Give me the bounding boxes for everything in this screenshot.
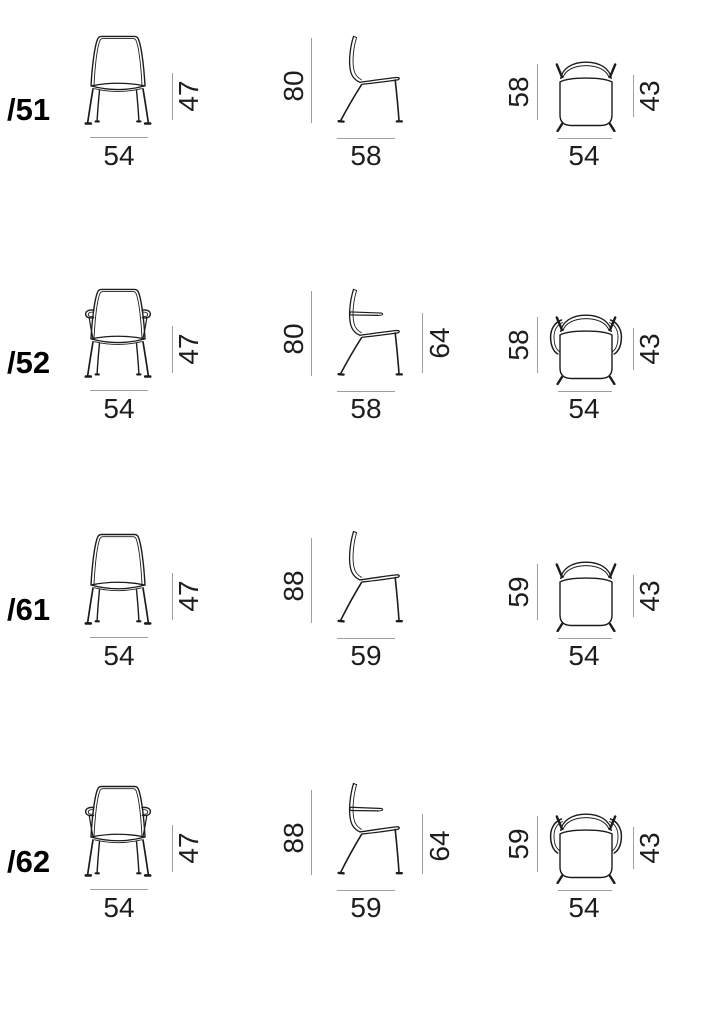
chair-side-view: [334, 34, 406, 126]
top-width-dim-line: [558, 391, 612, 392]
top-width-dim-value: 54: [568, 140, 600, 171]
top-width-dim-value: 54: [568, 892, 600, 923]
variant-label: /62: [7, 844, 51, 879]
chair-front-view: [84, 532, 152, 628]
front-width-dim-line: [90, 637, 148, 638]
chair-front-view: [84, 34, 152, 128]
variant-row-51: [0, 28, 726, 278]
side-depth-dim-value: 59: [350, 640, 382, 671]
top-width-dim-line: [558, 638, 612, 639]
side-height-dim-value: 80: [278, 323, 309, 355]
front-height-dim-value: 47: [173, 832, 204, 864]
front-width-dim-value: 54: [103, 393, 135, 424]
front-width-dim-line: [90, 889, 148, 890]
top-depth-dim-line: [537, 64, 538, 120]
top-depth-dim-value: 58: [503, 329, 534, 361]
side-depth-dim-line: [337, 391, 395, 392]
side-height-dim-line: [311, 38, 312, 123]
chair-side-view: [334, 529, 406, 626]
variant-row-62: [0, 780, 726, 1030]
front-height-dim-value: 47: [173, 580, 204, 612]
variant-row-61: [0, 528, 726, 778]
side-height-dim-line: [311, 538, 312, 623]
side-depth-dim-line: [337, 138, 395, 139]
front-height-dim-value: 47: [173, 80, 204, 112]
seat-depth-dim-value: 43: [634, 580, 665, 612]
variant-label: /52: [7, 345, 51, 380]
front-width-dim-value: 54: [103, 640, 135, 671]
side-height-dim-value: 80: [278, 70, 309, 102]
seat-depth-dim-value: 43: [634, 333, 665, 365]
side-depth-dim-value: 58: [350, 393, 382, 424]
side-depth-dim-line: [337, 638, 395, 639]
top-width-dim-value: 54: [568, 393, 600, 424]
top-depth-dim-line: [537, 317, 538, 373]
seat-depth-dim-value: 43: [634, 832, 665, 864]
chair-top-view: [548, 307, 624, 385]
armrest-height-dim-value: 64: [424, 327, 455, 359]
front-width-dim-line: [90, 137, 148, 138]
chair-front-view: [84, 287, 152, 381]
front-width-dim-line: [90, 390, 148, 391]
side-height-dim-line: [311, 790, 312, 875]
top-width-dim-line: [558, 138, 612, 139]
chair-side-view: [334, 287, 406, 379]
variant-row-52: [0, 281, 726, 531]
side-depth-dim-value: 58: [350, 140, 382, 171]
side-height-dim-value: 88: [278, 570, 309, 602]
variant-label: /61: [7, 592, 51, 627]
armrest-height-dim-line: [422, 814, 423, 874]
chair-side-view: [334, 781, 406, 878]
chair-top-view: [555, 54, 617, 132]
chair-front-view: [84, 784, 152, 880]
top-depth-dim-line: [537, 564, 538, 620]
seat-depth-dim-value: 43: [634, 80, 665, 112]
armrest-height-dim-line: [422, 313, 423, 373]
top-width-dim-value: 54: [568, 640, 600, 671]
chair-top-view: [548, 806, 624, 884]
variant-label: /51: [7, 92, 51, 127]
front-height-dim-value: 47: [173, 333, 204, 365]
side-depth-dim-value: 59: [350, 892, 382, 923]
top-depth-dim-line: [537, 816, 538, 872]
front-width-dim-value: 54: [103, 892, 135, 923]
top-width-dim-line: [558, 890, 612, 891]
chair-top-view: [555, 554, 617, 632]
armrest-height-dim-value: 64: [424, 830, 455, 862]
front-width-dim-value: 54: [103, 140, 135, 171]
side-depth-dim-line: [337, 890, 395, 891]
side-height-dim-line: [311, 291, 312, 376]
top-depth-dim-value: 59: [503, 828, 534, 860]
top-depth-dim-value: 59: [503, 576, 534, 608]
side-height-dim-value: 88: [278, 822, 309, 854]
top-depth-dim-value: 58: [503, 76, 534, 108]
